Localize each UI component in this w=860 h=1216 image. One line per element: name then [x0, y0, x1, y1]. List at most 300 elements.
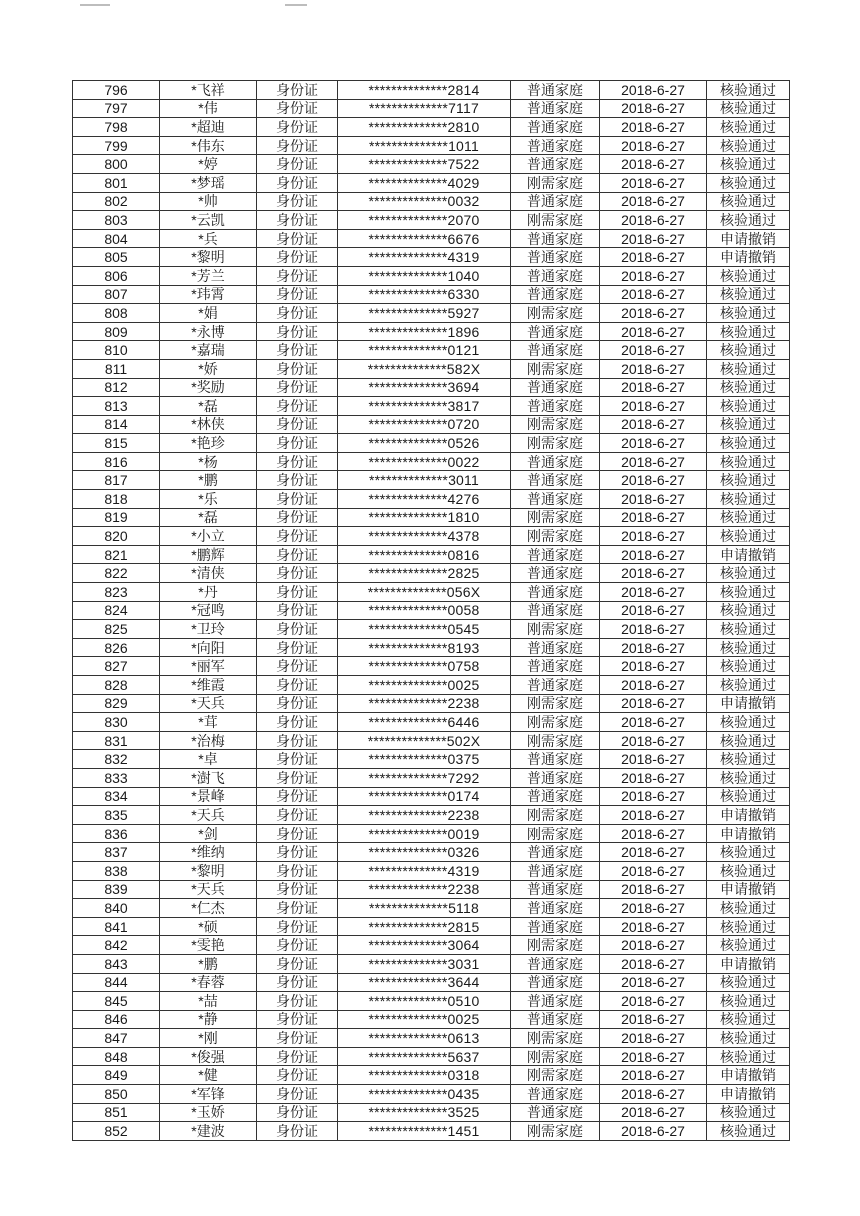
date-cell: 2018-6-27 — [600, 136, 707, 155]
applicant-name-cell: *向阳 — [160, 638, 257, 657]
applicant-name-cell: *天兵 — [160, 694, 257, 713]
applicant-name-cell: *玉娇 — [160, 1103, 257, 1122]
row-number-cell: 824 — [73, 601, 160, 620]
household-type-cell: 刚需家庭 — [511, 359, 600, 378]
id-type-cell: 身份证 — [257, 508, 338, 527]
row-number-cell: 849 — [73, 1066, 160, 1085]
applicant-name-cell: *伟东 — [160, 136, 257, 155]
household-type-cell: 刚需家庭 — [511, 694, 600, 713]
row-number-cell: 839 — [73, 880, 160, 899]
id-type-cell: 身份证 — [257, 527, 338, 546]
row-number-cell: 827 — [73, 657, 160, 676]
applicant-name-cell: *健 — [160, 1066, 257, 1085]
status-cell: 核验通过 — [707, 992, 790, 1011]
id-number-cell: **************2070 — [338, 211, 511, 230]
household-type-cell: 普通家庭 — [511, 248, 600, 267]
date-cell: 2018-6-27 — [600, 899, 707, 918]
applicant-name-cell: *景峰 — [160, 787, 257, 806]
id-type-cell: 身份证 — [257, 118, 338, 137]
id-number-cell: **************2825 — [338, 564, 511, 583]
status-cell: 核验通过 — [707, 266, 790, 285]
date-cell: 2018-6-27 — [600, 1085, 707, 1104]
id-type-cell: 身份证 — [257, 861, 338, 880]
row-number-cell: 831 — [73, 731, 160, 750]
row-number-cell: 850 — [73, 1085, 160, 1104]
date-cell: 2018-6-27 — [600, 378, 707, 397]
scan-artifact — [285, 4, 307, 6]
household-type-cell: 普通家庭 — [511, 899, 600, 918]
household-type-cell: 普通家庭 — [511, 768, 600, 787]
row-number-cell: 844 — [73, 973, 160, 992]
table-row — [73, 155, 790, 174]
id-type-cell: 身份证 — [257, 620, 338, 639]
household-type-cell: 刚需家庭 — [511, 824, 600, 843]
id-type-cell: 身份证 — [257, 564, 338, 583]
table-row — [73, 397, 790, 416]
row-number-cell: 798 — [73, 118, 160, 137]
household-type-cell: 普通家庭 — [511, 638, 600, 657]
household-type-cell: 刚需家庭 — [511, 211, 600, 230]
row-number-cell: 821 — [73, 545, 160, 564]
date-cell: 2018-6-27 — [600, 917, 707, 936]
applicant-name-cell: *天兵 — [160, 880, 257, 899]
id-number-cell: **************2238 — [338, 880, 511, 899]
row-number-cell: 800 — [73, 155, 160, 174]
date-cell: 2018-6-27 — [600, 81, 707, 100]
table-row — [73, 973, 790, 992]
table-row — [73, 452, 790, 471]
row-number-cell: 846 — [73, 1010, 160, 1029]
date-cell: 2018-6-27 — [600, 768, 707, 787]
date-cell: 2018-6-27 — [600, 211, 707, 230]
applicant-name-cell: *建波 — [160, 1122, 257, 1141]
id-number-cell: **************3064 — [338, 936, 511, 955]
id-type-cell: 身份证 — [257, 1122, 338, 1141]
id-type-cell: 身份证 — [257, 248, 338, 267]
applicant-name-cell: *丹 — [160, 583, 257, 602]
table-row — [73, 620, 790, 639]
table-row — [73, 322, 790, 341]
id-number-cell: **************6330 — [338, 285, 511, 304]
id-number-cell: **************7292 — [338, 768, 511, 787]
id-type-cell: 身份证 — [257, 136, 338, 155]
table-row — [73, 806, 790, 825]
applicant-name-cell: *丽军 — [160, 657, 257, 676]
status-cell: 申请撤销 — [707, 954, 790, 973]
row-number-cell: 810 — [73, 341, 160, 360]
id-number-cell: **************0435 — [338, 1085, 511, 1104]
row-number-cell: 836 — [73, 824, 160, 843]
table-row — [73, 341, 790, 360]
date-cell: 2018-6-27 — [600, 471, 707, 490]
household-type-cell: 刚需家庭 — [511, 620, 600, 639]
id-number-cell: **************0758 — [338, 657, 511, 676]
table-row — [73, 359, 790, 378]
row-number-cell: 840 — [73, 899, 160, 918]
id-number-cell: **************2238 — [338, 806, 511, 825]
table-row — [73, 81, 790, 100]
date-cell: 2018-6-27 — [600, 824, 707, 843]
row-number-cell: 843 — [73, 954, 160, 973]
id-number-cell: **************502X — [338, 731, 511, 750]
row-number-cell: 803 — [73, 211, 160, 230]
applicant-name-cell: *鹏 — [160, 954, 257, 973]
household-type-cell: 普通家庭 — [511, 192, 600, 211]
household-type-cell: 普通家庭 — [511, 471, 600, 490]
status-cell: 核验通过 — [707, 136, 790, 155]
status-cell: 核验通过 — [707, 508, 790, 527]
status-cell: 核验通过 — [707, 397, 790, 416]
applicant-name-cell: *黎明 — [160, 861, 257, 880]
row-number-cell: 801 — [73, 173, 160, 192]
id-type-cell: 身份证 — [257, 657, 338, 676]
household-type-cell: 普通家庭 — [511, 973, 600, 992]
date-cell: 2018-6-27 — [600, 359, 707, 378]
id-type-cell: 身份证 — [257, 806, 338, 825]
date-cell: 2018-6-27 — [600, 806, 707, 825]
date-cell: 2018-6-27 — [600, 490, 707, 509]
row-number-cell: 830 — [73, 713, 160, 732]
household-type-cell: 普通家庭 — [511, 917, 600, 936]
row-number-cell: 842 — [73, 936, 160, 955]
id-type-cell: 身份证 — [257, 397, 338, 416]
applicant-name-cell: *云凯 — [160, 211, 257, 230]
id-type-cell: 身份证 — [257, 638, 338, 657]
row-number-cell: 822 — [73, 564, 160, 583]
household-type-cell: 刚需家庭 — [511, 1029, 600, 1048]
table-row — [73, 248, 790, 267]
applicant-name-cell: *天兵 — [160, 806, 257, 825]
id-type-cell: 身份证 — [257, 471, 338, 490]
date-cell: 2018-6-27 — [600, 1066, 707, 1085]
household-type-cell: 刚需家庭 — [511, 731, 600, 750]
id-number-cell: **************0545 — [338, 620, 511, 639]
applicant-name-cell: *卓 — [160, 750, 257, 769]
id-type-cell: 身份证 — [257, 285, 338, 304]
row-number-cell: 808 — [73, 304, 160, 323]
applicant-name-cell: *永博 — [160, 322, 257, 341]
household-type-cell: 刚需家庭 — [511, 713, 600, 732]
status-cell: 核验通过 — [707, 713, 790, 732]
table-row — [73, 843, 790, 862]
status-cell: 申请撤销 — [707, 545, 790, 564]
household-type-cell: 普通家庭 — [511, 954, 600, 973]
table-row — [73, 1103, 790, 1122]
date-cell: 2018-6-27 — [600, 248, 707, 267]
table-row — [73, 266, 790, 285]
status-cell: 核验通过 — [707, 341, 790, 360]
date-cell: 2018-6-27 — [600, 954, 707, 973]
status-cell: 核验通过 — [707, 638, 790, 657]
table-row — [73, 192, 790, 211]
id-type-cell: 身份证 — [257, 601, 338, 620]
id-type-cell: 身份证 — [257, 229, 338, 248]
status-cell: 核验通过 — [707, 787, 790, 806]
date-cell: 2018-6-27 — [600, 880, 707, 899]
table-row — [73, 490, 790, 509]
applicant-name-cell: *雯艳 — [160, 936, 257, 955]
table-row — [73, 1010, 790, 1029]
household-type-cell: 普通家庭 — [511, 378, 600, 397]
id-type-cell: 身份证 — [257, 99, 338, 118]
id-number-cell: **************0720 — [338, 415, 511, 434]
applicant-name-cell: *维纳 — [160, 843, 257, 862]
date-cell: 2018-6-27 — [600, 583, 707, 602]
id-type-cell: 身份证 — [257, 713, 338, 732]
household-type-cell: 刚需家庭 — [511, 1047, 600, 1066]
id-type-cell: 身份证 — [257, 1010, 338, 1029]
household-type-cell: 普通家庭 — [511, 564, 600, 583]
date-cell: 2018-6-27 — [600, 936, 707, 955]
table-row — [73, 899, 790, 918]
date-cell: 2018-6-27 — [600, 713, 707, 732]
household-type-cell: 普通家庭 — [511, 285, 600, 304]
table-row — [73, 211, 790, 230]
applicant-name-cell: *乐 — [160, 490, 257, 509]
id-type-cell: 身份证 — [257, 378, 338, 397]
status-cell: 核验通过 — [707, 1103, 790, 1122]
id-number-cell: **************0058 — [338, 601, 511, 620]
id-type-cell: 身份证 — [257, 787, 338, 806]
id-type-cell: 身份证 — [257, 415, 338, 434]
household-type-cell: 普通家庭 — [511, 452, 600, 471]
scan-artifact — [80, 4, 110, 6]
id-type-cell: 身份证 — [257, 266, 338, 285]
household-type-cell: 普通家庭 — [511, 81, 600, 100]
date-cell: 2018-6-27 — [600, 118, 707, 137]
applicant-name-cell: *艳珍 — [160, 434, 257, 453]
table-body — [73, 81, 790, 1141]
applicant-name-cell: *硕 — [160, 917, 257, 936]
status-cell: 核验通过 — [707, 359, 790, 378]
id-number-cell: **************056X — [338, 583, 511, 602]
household-type-cell: 普通家庭 — [511, 490, 600, 509]
applicant-name-cell: *刚 — [160, 1029, 257, 1048]
date-cell: 2018-6-27 — [600, 173, 707, 192]
household-type-cell: 刚需家庭 — [511, 173, 600, 192]
id-number-cell: **************0326 — [338, 843, 511, 862]
id-number-cell: **************1896 — [338, 322, 511, 341]
household-type-cell: 刚需家庭 — [511, 415, 600, 434]
applicant-name-cell: *春蓉 — [160, 973, 257, 992]
status-cell: 申请撤销 — [707, 248, 790, 267]
id-number-cell: **************4319 — [338, 861, 511, 880]
row-number-cell: 841 — [73, 917, 160, 936]
status-cell: 核验通过 — [707, 750, 790, 769]
table-row — [73, 713, 790, 732]
id-number-cell: **************3694 — [338, 378, 511, 397]
id-number-cell: **************0121 — [338, 341, 511, 360]
household-type-cell: 普通家庭 — [511, 676, 600, 695]
applicant-name-cell: *娟 — [160, 304, 257, 323]
household-type-cell: 普通家庭 — [511, 1010, 600, 1029]
household-type-cell: 普通家庭 — [511, 880, 600, 899]
row-number-cell: 805 — [73, 248, 160, 267]
household-type-cell: 刚需家庭 — [511, 508, 600, 527]
table-row — [73, 992, 790, 1011]
id-number-cell: **************0526 — [338, 434, 511, 453]
id-number-cell: **************3644 — [338, 973, 511, 992]
table-row — [73, 173, 790, 192]
status-cell: 申请撤销 — [707, 1066, 790, 1085]
status-cell: 核验通过 — [707, 564, 790, 583]
id-type-cell: 身份证 — [257, 1066, 338, 1085]
date-cell: 2018-6-27 — [600, 694, 707, 713]
row-number-cell: 833 — [73, 768, 160, 787]
household-type-cell: 普通家庭 — [511, 155, 600, 174]
row-number-cell: 825 — [73, 620, 160, 639]
id-number-cell: **************4276 — [338, 490, 511, 509]
row-number-cell: 802 — [73, 192, 160, 211]
applicant-name-cell: *俊强 — [160, 1047, 257, 1066]
id-number-cell: **************3525 — [338, 1103, 511, 1122]
applicant-name-cell: *飞祥 — [160, 81, 257, 100]
applicant-name-cell: *小立 — [160, 527, 257, 546]
id-number-cell: **************0174 — [338, 787, 511, 806]
status-cell: 核验通过 — [707, 1029, 790, 1048]
applicant-name-cell: *玮霄 — [160, 285, 257, 304]
household-type-cell: 普通家庭 — [511, 397, 600, 416]
id-type-cell: 身份证 — [257, 304, 338, 323]
applicant-name-cell: *芳兰 — [160, 266, 257, 285]
row-number-cell: 815 — [73, 434, 160, 453]
date-cell: 2018-6-27 — [600, 1103, 707, 1122]
status-cell: 核验通过 — [707, 899, 790, 918]
table-row — [73, 917, 790, 936]
table-row — [73, 136, 790, 155]
household-type-cell: 普通家庭 — [511, 992, 600, 1011]
date-cell: 2018-6-27 — [600, 155, 707, 174]
row-number-cell: 799 — [73, 136, 160, 155]
table-row — [73, 750, 790, 769]
id-type-cell: 身份证 — [257, 1047, 338, 1066]
status-cell: 核验通过 — [707, 601, 790, 620]
household-type-cell: 刚需家庭 — [511, 304, 600, 323]
household-type-cell: 普通家庭 — [511, 657, 600, 676]
applicant-name-cell: *超迪 — [160, 118, 257, 137]
row-number-cell: 816 — [73, 452, 160, 471]
date-cell: 2018-6-27 — [600, 1047, 707, 1066]
status-cell: 核验通过 — [707, 285, 790, 304]
status-cell: 申请撤销 — [707, 694, 790, 713]
date-cell: 2018-6-27 — [600, 973, 707, 992]
id-number-cell: **************0025 — [338, 1010, 511, 1029]
id-type-cell: 身份证 — [257, 1085, 338, 1104]
row-number-cell: 829 — [73, 694, 160, 713]
status-cell: 核验通过 — [707, 917, 790, 936]
table-row — [73, 954, 790, 973]
table-row — [73, 229, 790, 248]
date-cell: 2018-6-27 — [600, 861, 707, 880]
household-type-cell: 普通家庭 — [511, 118, 600, 137]
id-number-cell: **************0032 — [338, 192, 511, 211]
household-type-cell: 刚需家庭 — [511, 434, 600, 453]
table-row — [73, 583, 790, 602]
date-cell: 2018-6-27 — [600, 527, 707, 546]
row-number-cell: 837 — [73, 843, 160, 862]
table-row — [73, 601, 790, 620]
household-type-cell: 普通家庭 — [511, 1103, 600, 1122]
table-row — [73, 99, 790, 118]
applicant-name-cell: *磊 — [160, 508, 257, 527]
applicant-name-cell: *喆 — [160, 992, 257, 1011]
status-cell: 申请撤销 — [707, 229, 790, 248]
row-number-cell: 812 — [73, 378, 160, 397]
row-number-cell: 848 — [73, 1047, 160, 1066]
id-type-cell: 身份证 — [257, 341, 338, 360]
applicant-name-cell: *鹏 — [160, 471, 257, 490]
applicant-name-cell: *伟 — [160, 99, 257, 118]
status-cell: 核验通过 — [707, 973, 790, 992]
id-type-cell: 身份证 — [257, 750, 338, 769]
id-type-cell: 身份证 — [257, 452, 338, 471]
id-number-cell: **************0025 — [338, 676, 511, 695]
table-row — [73, 508, 790, 527]
row-number-cell: 814 — [73, 415, 160, 434]
applicant-name-cell: *黎明 — [160, 248, 257, 267]
table-row — [73, 527, 790, 546]
table-row — [73, 471, 790, 490]
status-cell: 核验通过 — [707, 99, 790, 118]
id-type-cell: 身份证 — [257, 992, 338, 1011]
registration-table — [72, 80, 790, 1141]
table-row — [73, 824, 790, 843]
household-type-cell: 普通家庭 — [511, 787, 600, 806]
id-type-cell: 身份证 — [257, 880, 338, 899]
id-number-cell: **************6676 — [338, 229, 511, 248]
id-number-cell: **************7117 — [338, 99, 511, 118]
row-number-cell: 835 — [73, 806, 160, 825]
row-number-cell: 832 — [73, 750, 160, 769]
status-cell: 核验通过 — [707, 471, 790, 490]
id-number-cell: **************7522 — [338, 155, 511, 174]
row-number-cell: 851 — [73, 1103, 160, 1122]
id-number-cell: **************5118 — [338, 899, 511, 918]
id-number-cell: **************5637 — [338, 1047, 511, 1066]
id-type-cell: 身份证 — [257, 824, 338, 843]
id-number-cell: **************0019 — [338, 824, 511, 843]
row-number-cell: 838 — [73, 861, 160, 880]
status-cell: 核验通过 — [707, 304, 790, 323]
status-cell: 核验通过 — [707, 118, 790, 137]
date-cell: 2018-6-27 — [600, 397, 707, 416]
status-cell: 核验通过 — [707, 1047, 790, 1066]
status-cell: 申请撤销 — [707, 806, 790, 825]
id-type-cell: 身份证 — [257, 434, 338, 453]
table-row — [73, 118, 790, 137]
status-cell: 核验通过 — [707, 620, 790, 639]
row-number-cell: 820 — [73, 527, 160, 546]
id-number-cell: **************8193 — [338, 638, 511, 657]
household-type-cell: 普通家庭 — [511, 583, 600, 602]
id-type-cell: 身份证 — [257, 155, 338, 174]
applicant-name-cell: *卫玲 — [160, 620, 257, 639]
household-type-cell: 普通家庭 — [511, 341, 600, 360]
household-type-cell: 刚需家庭 — [511, 806, 600, 825]
date-cell: 2018-6-27 — [600, 229, 707, 248]
date-cell: 2018-6-27 — [600, 657, 707, 676]
table-row — [73, 657, 790, 676]
status-cell: 核验通过 — [707, 731, 790, 750]
date-cell: 2018-6-27 — [600, 1122, 707, 1141]
id-type-cell: 身份证 — [257, 768, 338, 787]
id-number-cell: **************2238 — [338, 694, 511, 713]
status-cell: 核验通过 — [707, 490, 790, 509]
status-cell: 核验通过 — [707, 434, 790, 453]
row-number-cell: 797 — [73, 99, 160, 118]
date-cell: 2018-6-27 — [600, 545, 707, 564]
table-row — [73, 285, 790, 304]
